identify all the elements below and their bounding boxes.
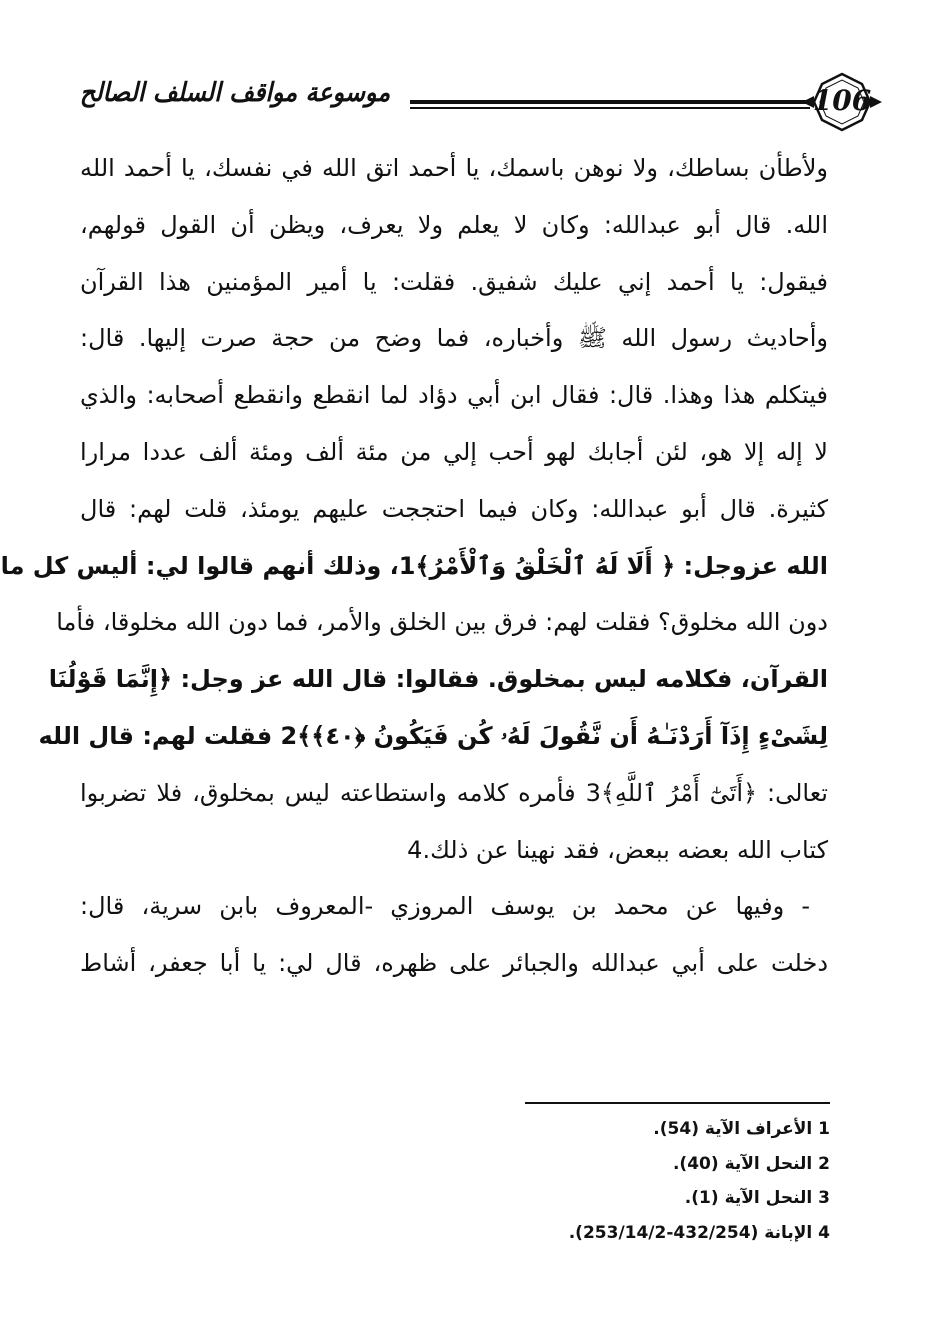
text-line: وأحاديث رسول الله ﷺ وأخباره، فما وضح من حجة صرت إليها. قال: xyxy=(80,324,828,353)
text-line-quran: لِشَىْءٍ إِذَآ أَرَدْنَـٰهُ أَن نَّقُولَ لَهُۥ كُن فَيَكُونُ ﴿٤٠﴾﴾2 فقلت لهم: قال الله xyxy=(38,721,828,750)
book-title: موسوعة مواقف السلف الصالح xyxy=(79,78,391,108)
page-header xyxy=(55,70,872,134)
footnotes xyxy=(480,1112,830,1251)
text-line-quran: الله عزوجل: ﴿ أَلَا لَهُ ٱلْخَلْقُ وَٱلْأَمْرُ﴾1، وذلك أنهم قالوا لي: أليس كل ما xyxy=(0,551,828,580)
text-line: دون الله مخلوق؟ فقلت لهم: فرق بين الخلق والأمر، فما دون الله مخلوقا، فأما xyxy=(56,608,828,637)
page-number: 106 xyxy=(812,84,872,117)
footnote-separator xyxy=(525,1102,830,1104)
header-rule xyxy=(410,100,810,104)
footnote-item: 2 النحل الآية (40). xyxy=(672,1153,830,1174)
body-text xyxy=(0,140,828,992)
footnote-item: 1 الأعراف الآية (54). xyxy=(653,1119,830,1139)
page-number-badge xyxy=(800,70,884,134)
text-line: لا إله إلا هو، لئن أجابك لهو أحب إلي من مئة ألف ومئة ألف عددا مرارا xyxy=(80,437,828,466)
text-line: - وفيها عن محمد بن يوسف المروزي -المعروف بابن سرية، قال: xyxy=(80,892,810,921)
text-line: ولأطأن بساطك، ولا نوهن باسمك، يا أحمد اتق الله في نفسك، يا أحمد الله xyxy=(80,154,828,182)
text-line: فيتكلم هذا وهذا. قال: فقال ابن أبي دؤاد لما انقطع وانقطع أصحابه: والذي xyxy=(80,381,828,410)
text-line-quran: القرآن، فكلامه ليس بمخلوق. فقالوا: قال الله عز وجل: ﴿إِنَّمَا قَوْلُنَا xyxy=(48,665,828,694)
text-line: كتاب الله بعضه ببعض، فقد نهينا عن ذلك.4 xyxy=(407,835,828,864)
text-line: تعالى: ﴿أَتَىٰٓ أَمْرُ ٱللَّهِ﴾3 فأمره كلامه واستطاعته ليس بمخلوق، فلا تضربوا xyxy=(80,778,828,807)
footnote-item: 3 النحل الآية (1). xyxy=(684,1188,830,1209)
footnote-item: 4 الإبانة (432/254-253/14/2). xyxy=(568,1223,830,1244)
header-rule-thin xyxy=(410,107,810,109)
text-line: الله. قال أبو عبدالله: وكان لا يعلم ولا يعرف، ويظن أن القول قولهم، xyxy=(80,210,828,239)
text-line: كثيرة. قال أبو عبدالله: وكان فيما احتججت عليهم يومئذ، قلت لهم: قال xyxy=(80,494,828,523)
text-line: فيقول: يا أحمد إني عليك شفيق. فقلت: يا أمير المؤمنين هذا القرآن xyxy=(80,267,828,296)
text-line: دخلت على أبي عبدالله والجبائر على ظهره، قال لي: يا أبا جعفر، أشاط xyxy=(80,949,828,978)
